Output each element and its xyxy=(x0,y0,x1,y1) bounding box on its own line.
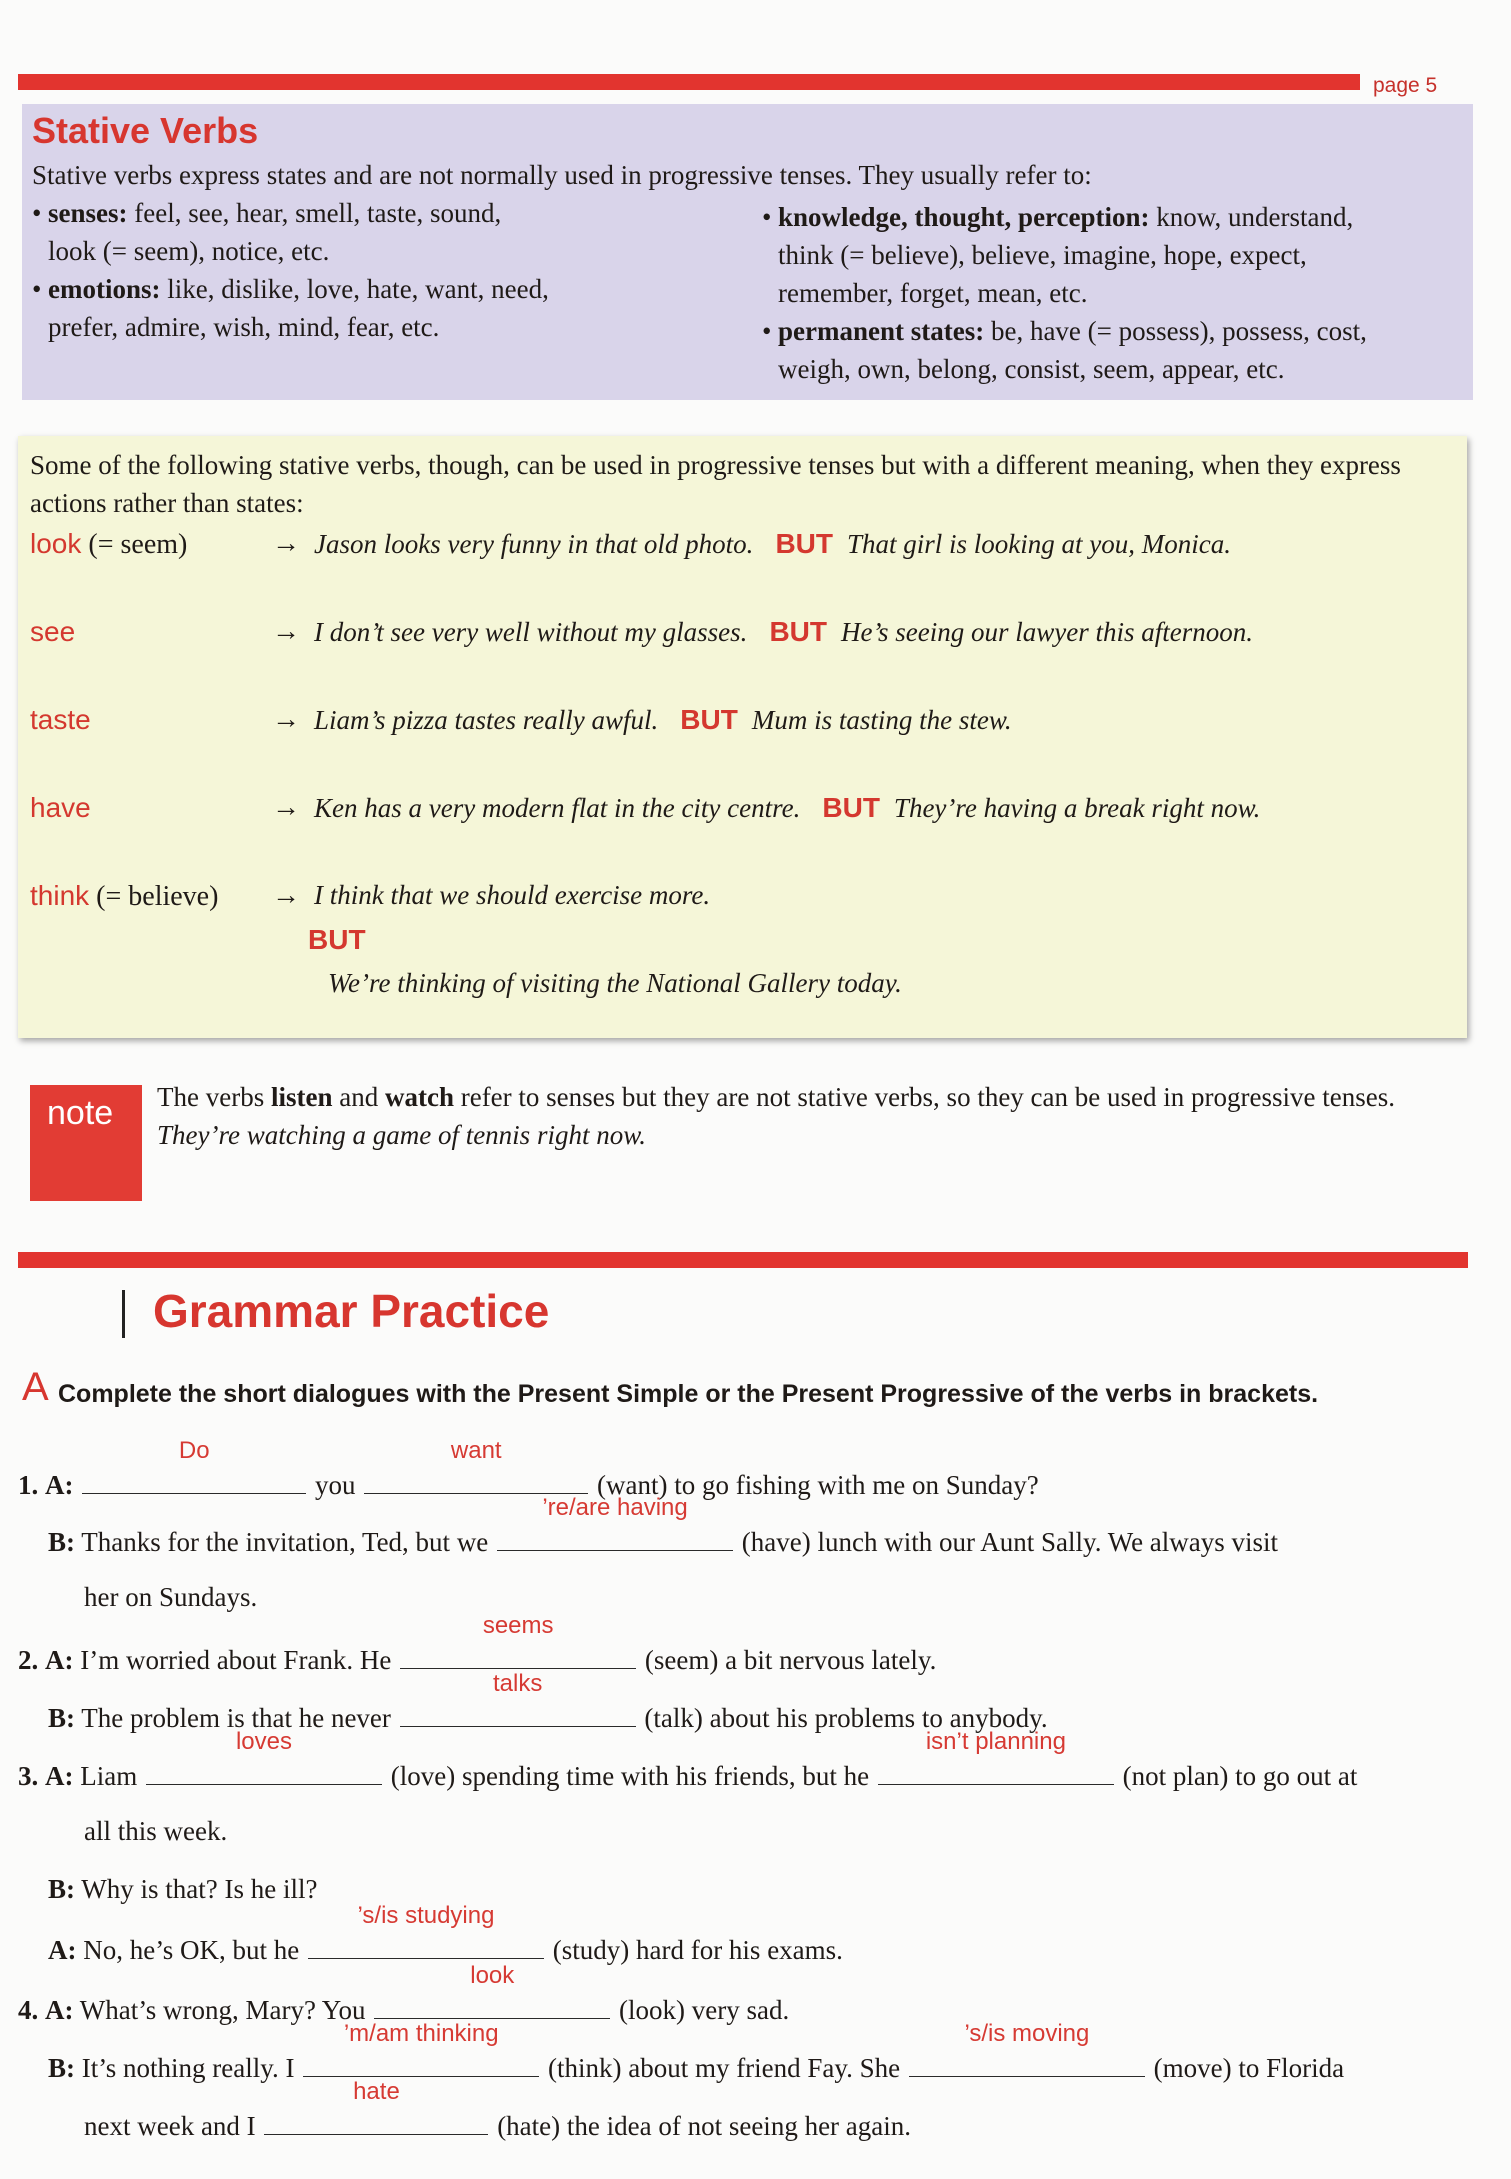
arrow-icon: → xyxy=(272,792,300,823)
q1-line-b xyxy=(48,1494,1279,1558)
answer-blank[interactable] xyxy=(400,1612,636,1669)
page-number: page 5 xyxy=(1373,74,1438,97)
q4-line-b2 xyxy=(84,2078,912,2142)
category-line: remember, forget, mean, etc. xyxy=(778,278,1088,308)
verb-name: see xyxy=(30,616,76,647)
answer-blank[interactable] xyxy=(82,1437,306,1494)
bullet-icon: • xyxy=(762,202,772,232)
dialogue-text: her on Sundays. xyxy=(84,1582,258,1612)
answer-blank[interactable] xyxy=(303,2020,539,2077)
bullet-icon: • xyxy=(32,274,42,304)
arrow-icon: → xyxy=(272,880,300,911)
question-number: 3. xyxy=(18,1761,39,1791)
example-state: I think that we should exercise more. xyxy=(314,880,711,910)
example-row-see xyxy=(18,616,1467,660)
but-label: BUT xyxy=(769,616,827,647)
verb-label xyxy=(30,792,91,825)
verb-name: have xyxy=(30,792,91,823)
speaker-a: A: xyxy=(45,1761,74,1791)
category-senses xyxy=(32,194,772,270)
answer-text: ’s/is studying xyxy=(357,1902,495,1929)
category-line: feel, see, hear, smell, taste, sound, xyxy=(127,198,502,228)
exceptions-intro: Some of the following stative verbs, though, can be used in progressive tenses but with a different meaning, when they express actions rather than states: xyxy=(30,450,1401,518)
q3-line-a3 xyxy=(48,1902,843,1966)
note-label: note xyxy=(47,1094,114,1132)
answer-text: hate xyxy=(353,2078,400,2105)
verb-label xyxy=(30,528,187,561)
stative-verbs-title: Stative Verbs xyxy=(32,110,259,151)
example-row-think xyxy=(18,880,1467,1010)
dialogue-text: (not plan) to go out at xyxy=(1122,1761,1358,1791)
question-number: 2. xyxy=(18,1645,39,1675)
dialogue-text: Liam xyxy=(80,1761,138,1791)
note-example: They’re watching a game of tennis right now. xyxy=(157,1120,646,1150)
verb-name: taste xyxy=(30,704,91,735)
speaker-a: A: xyxy=(45,1645,74,1675)
exceptions-box xyxy=(18,436,1467,1038)
dialogue-text: (seem) a bit nervous lately. xyxy=(644,1645,937,1675)
arrow-icon: → xyxy=(272,528,300,559)
speaker-a: A: xyxy=(45,1995,74,2025)
but-label: BUT xyxy=(822,792,880,823)
exercise-letter: A xyxy=(22,1365,49,1409)
category-permanent-states xyxy=(762,312,1472,388)
dialogue-text: (move) to Florida xyxy=(1153,2053,1345,2083)
answer-text: ’re/are having xyxy=(542,1494,688,1521)
q1-line-b2 xyxy=(84,1582,257,1613)
q3-line-b xyxy=(48,1874,317,1905)
dialogue-text: The problem is that he never xyxy=(81,1703,391,1733)
bullet-icon: • xyxy=(32,198,42,228)
dialogue-text: (want) to go fishing with me on Sunday? xyxy=(597,1470,1039,1500)
but-label: BUT xyxy=(775,528,833,559)
example-row-look xyxy=(18,528,1467,572)
answer-blank[interactable] xyxy=(374,1962,610,2019)
speaker-a: A: xyxy=(48,1935,77,1965)
note-text-pre: The verbs xyxy=(157,1082,271,1112)
category-line: be, have (= possess), possess, cost, xyxy=(984,316,1367,346)
dialogue-text: (talk) about his problems to anybody. xyxy=(644,1703,1048,1733)
q3-line-a2 xyxy=(84,1816,227,1847)
category-label: senses: xyxy=(48,198,128,228)
category-line: weigh, own, belong, consist, seem, appear, etc. xyxy=(778,354,1285,384)
example-action: He’s seeing our lawyer this afternoon. xyxy=(840,617,1253,647)
answer-blank[interactable] xyxy=(146,1728,382,1785)
answer-blank[interactable] xyxy=(264,2078,488,2135)
example-action: They’re having a break right now. xyxy=(893,793,1261,823)
answer-text: want xyxy=(450,1437,502,1464)
speaker-b: B: xyxy=(48,1874,75,1904)
answer-text: ’m/am thinking xyxy=(343,2020,499,2047)
example-state: Jason looks very funny in that old photo. xyxy=(314,529,754,559)
category-emotions xyxy=(32,270,772,346)
example-state: Liam’s pizza tastes really awful. xyxy=(314,705,659,735)
answer-blank[interactable] xyxy=(497,1494,733,1551)
example-row-taste xyxy=(18,704,1467,748)
category-label: knowledge, thought, perception: xyxy=(778,202,1150,232)
dialogue-text: all this week. xyxy=(84,1816,228,1846)
speaker-b: B: xyxy=(48,2053,75,2083)
note-text xyxy=(157,1078,1477,1154)
answer-text: ’s/is moving xyxy=(964,2020,1090,2047)
top-red-bar xyxy=(18,74,1360,90)
question-number: 1. xyxy=(18,1470,39,1500)
stative-verbs-intro: Stative verbs express states and are not normally used in progressive tenses. They usually refer to: xyxy=(32,160,1092,190)
exercise-instruction: Complete the short dialogues with the Present Simple or the Present Progressive of the verbs in brackets. xyxy=(58,1380,1319,1408)
category-line: prefer, admire, wish, mind, fear, etc. xyxy=(48,312,440,342)
category-line: like, dislike, love, hate, want, need, xyxy=(160,274,549,304)
note-word-watch: watch xyxy=(384,1082,454,1112)
category-line: look (= seem), notice, etc. xyxy=(48,236,330,266)
speaker-a: A: xyxy=(45,1470,74,1500)
verb-name: think xyxy=(30,880,90,911)
speaker-b: B: xyxy=(48,1703,75,1733)
answer-text: isn’t planning xyxy=(925,1728,1066,1755)
q4-line-b xyxy=(48,2020,1345,2084)
dialogue-text: (think) about my friend Fay. She xyxy=(547,2053,901,2083)
answer-blank[interactable] xyxy=(400,1670,636,1727)
dialogue-text: next week and I xyxy=(84,2111,256,2141)
answer-text: loves xyxy=(235,1728,292,1755)
stative-verbs-box xyxy=(22,104,1473,400)
speaker-b: B: xyxy=(48,1527,75,1557)
answer-text: talks xyxy=(492,1670,543,1697)
example-state: Ken has a very modern flat in the city centre. xyxy=(314,793,801,823)
dialogue-text: (look) very sad. xyxy=(619,1995,790,2025)
verb-meaning: (= seem) xyxy=(81,529,188,560)
dialogue-text: (have) lunch with our Aunt Sally. We always visit xyxy=(741,1527,1279,1557)
dialogue-text: Why is that? Is he ill? xyxy=(81,1874,318,1904)
section-red-bar xyxy=(18,1252,1468,1268)
answer-blank[interactable] xyxy=(878,1728,1114,1785)
example-state: I don’t see very well without my glasses. xyxy=(314,617,748,647)
note-text-mid: and xyxy=(332,1082,385,1112)
answer-blank[interactable] xyxy=(364,1437,588,1494)
answer-text: look xyxy=(470,1962,515,1989)
dialogue-text: Thanks for the invitation, Ted, but we xyxy=(81,1527,489,1557)
dialogue-text: you xyxy=(315,1470,356,1500)
verb-label xyxy=(30,880,218,913)
dialogue-text: (hate) the idea of not seeing her again. xyxy=(497,2111,912,2141)
category-label: permanent states: xyxy=(778,316,985,346)
dialogue-text: No, he’s OK, but he xyxy=(83,1935,300,1965)
note-word-listen: listen xyxy=(270,1082,333,1112)
but-label: BUT xyxy=(680,704,738,735)
dialogue-text: I’m worried about Frank. He xyxy=(80,1645,392,1675)
dialogue-text: (study) hard for his exams. xyxy=(552,1935,843,1965)
note-text-post: refer to senses but they are not stative verbs, so they can be used in progressive tenses. xyxy=(453,1082,1395,1112)
example-action: We’re thinking of visiting the National Gallery today. xyxy=(328,968,902,998)
arrow-icon: → xyxy=(272,616,300,647)
verb-name: look xyxy=(30,528,82,559)
verb-label xyxy=(30,704,91,737)
title-divider xyxy=(122,1290,125,1338)
answer-blank[interactable] xyxy=(909,2020,1145,2077)
category-line: think (= believe), believe, imagine, hope, expect, xyxy=(778,240,1307,270)
category-label: emotions: xyxy=(48,274,161,304)
question-number: 4. xyxy=(18,1995,39,2025)
answer-blank[interactable] xyxy=(308,1902,544,1959)
arrow-icon: → xyxy=(272,704,300,735)
but-label: BUT xyxy=(308,924,366,955)
dialogue-text: (love) spending time with his friends, but he xyxy=(390,1761,870,1791)
verb-meaning: (= believe) xyxy=(89,881,219,912)
example-action: That girl is looking at you, Monica. xyxy=(846,529,1231,559)
dialogue-text: What’s wrong, Mary? You xyxy=(79,1995,366,2025)
q3-line-a xyxy=(18,1728,1358,1792)
category-line: know, understand, xyxy=(1149,202,1354,232)
note-badge xyxy=(30,1085,142,1201)
answer-text: Do xyxy=(178,1437,210,1464)
answer-text: seems xyxy=(482,1612,554,1639)
example-action: Mum is tasting the stew. xyxy=(751,705,1012,735)
grammar-practice-title: Grammar Practice xyxy=(153,1285,550,1337)
example-row-have xyxy=(18,792,1467,836)
bullet-icon: • xyxy=(762,316,772,346)
dialogue-text: It’s nothing really. I xyxy=(81,2053,295,2083)
category-knowledge xyxy=(762,198,1472,312)
verb-label xyxy=(30,616,75,649)
